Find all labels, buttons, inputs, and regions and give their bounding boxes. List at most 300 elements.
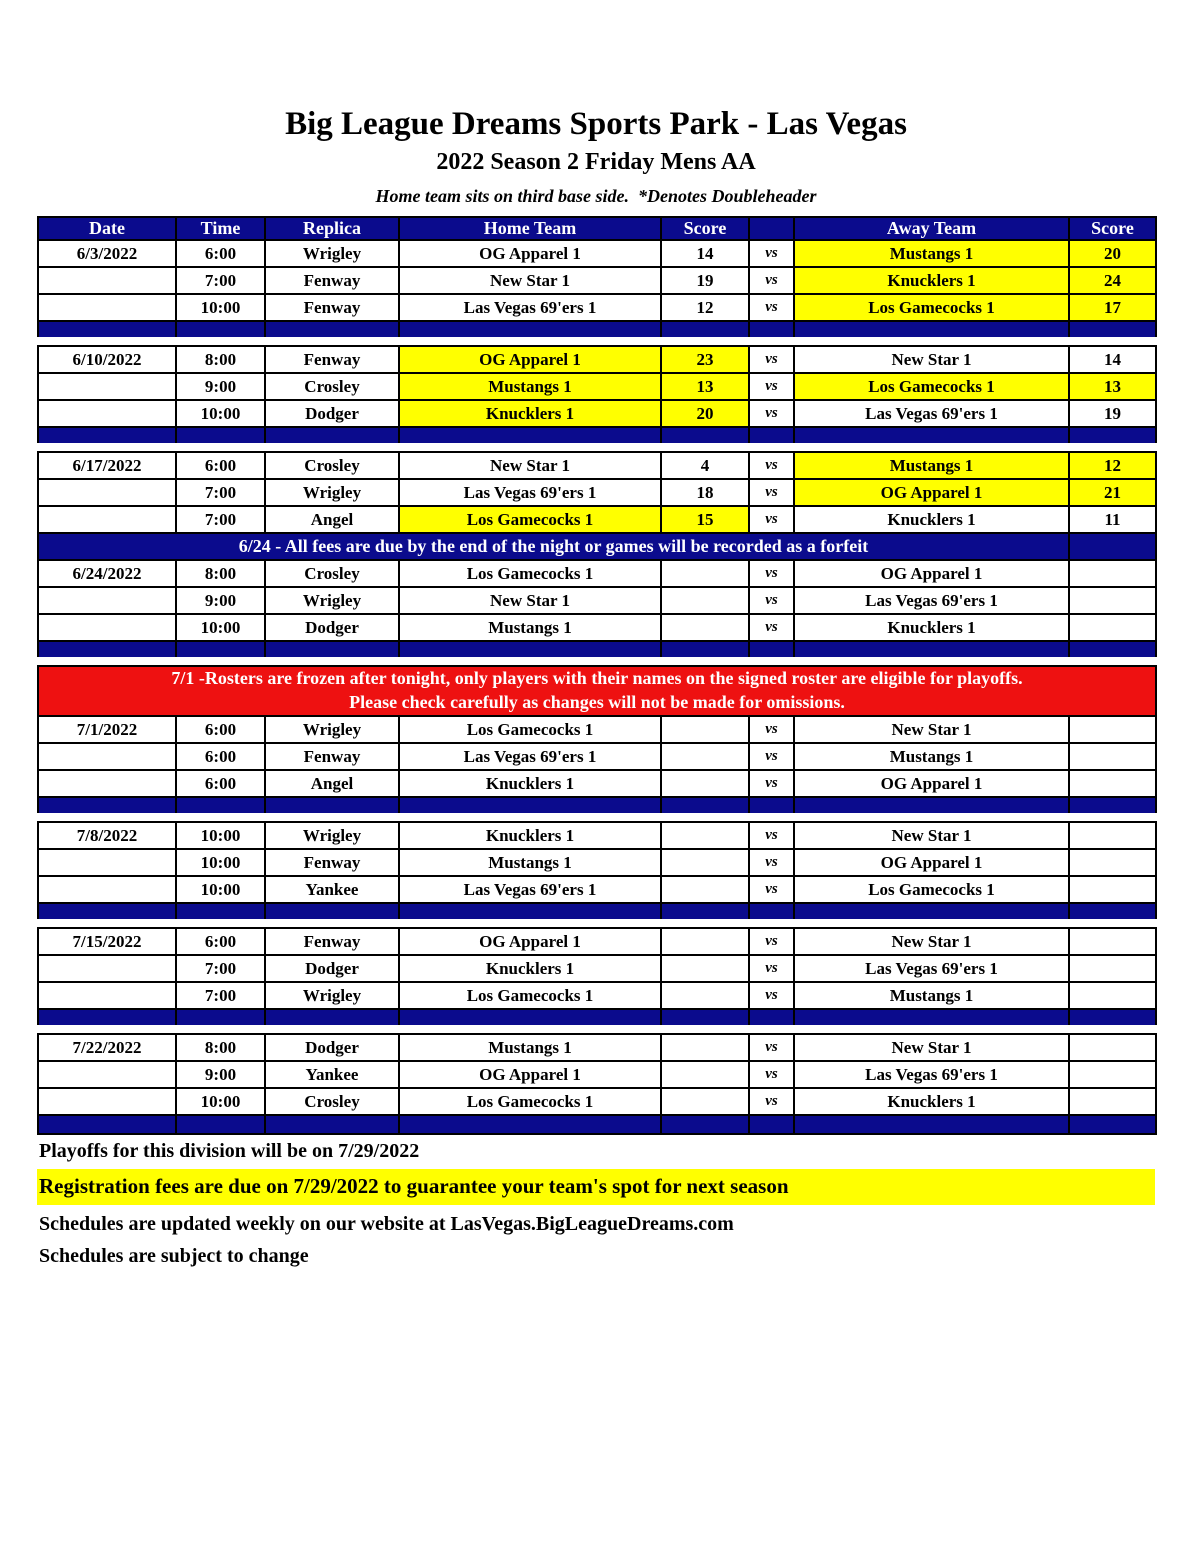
- home-score-cell: [661, 849, 749, 876]
- table-end-cell: [661, 1115, 749, 1134]
- time-cell: 10:00: [176, 876, 265, 903]
- time-cell: 7:00: [176, 982, 265, 1009]
- home-team-cell: Los Gamecocks 1: [399, 506, 661, 533]
- game-row: [38, 928, 1156, 955]
- replica-cell: Fenway: [265, 346, 399, 373]
- home-score-cell: 14: [661, 240, 749, 267]
- date-cell: [38, 373, 176, 400]
- separator-cell: [38, 321, 176, 337]
- away-score-cell: 19: [1069, 400, 1156, 427]
- home-score-cell: [661, 614, 749, 641]
- time-cell: 10:00: [176, 849, 265, 876]
- date-cell: 6/17/2022: [38, 452, 176, 479]
- vs-label: vs: [749, 1034, 794, 1061]
- separator-cell: [1069, 427, 1156, 443]
- vs-label: vs: [749, 560, 794, 587]
- home-team-cell: Knucklers 1: [399, 822, 661, 849]
- home-score-cell: [661, 1088, 749, 1115]
- game-row: [38, 240, 1156, 267]
- home-score-cell: [661, 770, 749, 797]
- schedule-table-head: [38, 217, 1156, 240]
- separator-cell: [794, 1009, 1069, 1025]
- separator-cell: [38, 903, 176, 919]
- game-row: [38, 982, 1156, 1009]
- date-cell: [38, 614, 176, 641]
- game-row: [38, 1061, 1156, 1088]
- time-cell: 6:00: [176, 452, 265, 479]
- separator-cell: [661, 797, 749, 813]
- away-score-cell: 14: [1069, 346, 1156, 373]
- separator-cell: [794, 641, 1069, 657]
- home-team-cell: Knucklers 1: [399, 770, 661, 797]
- away-score-cell: [1069, 560, 1156, 587]
- game-row: [38, 294, 1156, 321]
- game-row: [38, 1088, 1156, 1115]
- home-score-cell: 18: [661, 479, 749, 506]
- home-team-cell: New Star 1: [399, 587, 661, 614]
- home-score-cell: [661, 560, 749, 587]
- separator-cell: [749, 903, 794, 919]
- home-score-cell: [661, 1034, 749, 1061]
- away-team-cell: OG Apparel 1: [794, 849, 1069, 876]
- table-end-row: [38, 1115, 1156, 1134]
- date-cell: 7/8/2022: [38, 822, 176, 849]
- table-end-cell: [794, 1115, 1069, 1134]
- separator-cell: [265, 641, 399, 657]
- subject-to-change-note: Schedules are subject to change: [39, 1245, 309, 1268]
- separator-cell: [749, 797, 794, 813]
- away-team-cell: Knucklers 1: [794, 267, 1069, 294]
- spacer-cell: [38, 919, 1156, 928]
- spacer-row: [38, 813, 1156, 822]
- separator-cell: [265, 1009, 399, 1025]
- separator-cell: [1069, 321, 1156, 337]
- separator-cell: [38, 797, 176, 813]
- table-end-cell: [399, 1115, 661, 1134]
- separator-cell: [794, 797, 1069, 813]
- date-cell: [38, 876, 176, 903]
- page-subtitle: 2022 Season 2 Friday Mens AA: [436, 149, 756, 176]
- away-score-cell: [1069, 716, 1156, 743]
- away-score-cell: 21: [1069, 479, 1156, 506]
- home-team-cell: Mustangs 1: [399, 373, 661, 400]
- game-row: [38, 400, 1156, 427]
- separator-cell: [399, 797, 661, 813]
- roster-banner-row: [38, 666, 1156, 716]
- separator-cell: [661, 903, 749, 919]
- away-team-cell: Los Gamecocks 1: [794, 294, 1069, 321]
- away-score-cell: [1069, 955, 1156, 982]
- replica-cell: Fenway: [265, 743, 399, 770]
- away-score-cell: [1069, 1034, 1156, 1061]
- time-cell: 6:00: [176, 240, 265, 267]
- away-team-cell: New Star 1: [794, 928, 1069, 955]
- spacer-cell: [38, 813, 1156, 822]
- col-header-date: Date: [38, 217, 176, 240]
- replica-cell: Fenway: [265, 849, 399, 876]
- home-team-cell: Los Gamecocks 1: [399, 1088, 661, 1115]
- section-separator-row: [38, 427, 1156, 443]
- away-team-cell: Las Vegas 69'ers 1: [794, 955, 1069, 982]
- vs-label: vs: [749, 982, 794, 1009]
- time-cell: 8:00: [176, 560, 265, 587]
- time-cell: 10:00: [176, 614, 265, 641]
- game-row: [38, 452, 1156, 479]
- home-team-cell: OG Apparel 1: [399, 346, 661, 373]
- separator-cell: [399, 427, 661, 443]
- game-row: [38, 267, 1156, 294]
- date-cell: [38, 770, 176, 797]
- spacer-row: [38, 1025, 1156, 1034]
- section-separator-row: [38, 641, 1156, 657]
- home-team-cell: Las Vegas 69'ers 1: [399, 479, 661, 506]
- replica-cell: Yankee: [265, 876, 399, 903]
- replica-cell: Crosley: [265, 1088, 399, 1115]
- away-score-cell: 11: [1069, 506, 1156, 533]
- time-cell: 9:00: [176, 587, 265, 614]
- vs-label: vs: [749, 743, 794, 770]
- time-cell: 7:00: [176, 506, 265, 533]
- section-separator-row: [38, 321, 1156, 337]
- vs-label: vs: [749, 452, 794, 479]
- separator-cell: [265, 321, 399, 337]
- time-cell: 7:00: [176, 479, 265, 506]
- separator-cell: [749, 641, 794, 657]
- game-row: [38, 876, 1156, 903]
- separator-cell: [749, 427, 794, 443]
- home-score-cell: [661, 1061, 749, 1088]
- home-team-cell: Mustangs 1: [399, 849, 661, 876]
- home-score-cell: 19: [661, 267, 749, 294]
- replica-cell: Angel: [265, 506, 399, 533]
- date-cell: 7/15/2022: [38, 928, 176, 955]
- home-score-cell: [661, 982, 749, 1009]
- home-team-cell: New Star 1: [399, 452, 661, 479]
- col-header-replica: Replica: [265, 217, 399, 240]
- game-row: [38, 716, 1156, 743]
- game-row: [38, 560, 1156, 587]
- separator-cell: [749, 1009, 794, 1025]
- time-cell: 7:00: [176, 955, 265, 982]
- separator-cell: [1069, 641, 1156, 657]
- time-cell: 6:00: [176, 928, 265, 955]
- table-end-cell: [38, 1115, 176, 1134]
- away-team-cell: Las Vegas 69'ers 1: [794, 587, 1069, 614]
- home-score-cell: 15: [661, 506, 749, 533]
- time-cell: 6:00: [176, 716, 265, 743]
- away-score-cell: [1069, 928, 1156, 955]
- separator-cell: [399, 321, 661, 337]
- separator-cell: [1069, 903, 1156, 919]
- separator-cell: [661, 321, 749, 337]
- time-cell: 10:00: [176, 400, 265, 427]
- website-note: Schedules are updated weekly on our website at LasVegas.BigLeagueDreams.com: [39, 1213, 734, 1236]
- away-team-cell: New Star 1: [794, 716, 1069, 743]
- date-cell: 7/22/2022: [38, 1034, 176, 1061]
- replica-cell: Crosley: [265, 452, 399, 479]
- replica-cell: Fenway: [265, 928, 399, 955]
- game-row: [38, 587, 1156, 614]
- away-score-cell: [1069, 849, 1156, 876]
- game-row: [38, 346, 1156, 373]
- home-team-note: Home team sits on third base side. *Denotes Doubleheader: [375, 186, 817, 207]
- spacer-row: [38, 919, 1156, 928]
- spacer-row: [38, 337, 1156, 346]
- away-team-cell: Knucklers 1: [794, 506, 1069, 533]
- roster-banner-line: 7/1 -Rosters are frozen after tonight, only players with their names on the signed roster are eligible for playoffs.: [171, 668, 1023, 689]
- away-team-cell: Los Gamecocks 1: [794, 373, 1069, 400]
- separator-cell: [38, 1009, 176, 1025]
- date-cell: [38, 849, 176, 876]
- page-title: Big League Dreams Sports Park - Las Vegas: [285, 106, 907, 142]
- away-score-cell: [1069, 876, 1156, 903]
- separator-cell: [176, 797, 265, 813]
- game-row: [38, 373, 1156, 400]
- date-cell: [38, 743, 176, 770]
- away-score-cell: 12: [1069, 452, 1156, 479]
- home-score-cell: 12: [661, 294, 749, 321]
- game-row: [38, 822, 1156, 849]
- spacer-cell: [38, 337, 1156, 346]
- away-team-cell: New Star 1: [794, 1034, 1069, 1061]
- home-team-cell: Mustangs 1: [399, 614, 661, 641]
- page-content: [37, 0, 1155, 1268]
- replica-cell: Yankee: [265, 1061, 399, 1088]
- home-score-cell: 4: [661, 452, 749, 479]
- replica-cell: Angel: [265, 770, 399, 797]
- date-cell: [38, 1061, 176, 1088]
- separator-cell: [1069, 1009, 1156, 1025]
- time-cell: 9:00: [176, 1061, 265, 1088]
- replica-cell: Wrigley: [265, 982, 399, 1009]
- section-separator-row: [38, 797, 1156, 813]
- away-score-cell: [1069, 1088, 1156, 1115]
- vs-label: vs: [749, 1088, 794, 1115]
- vs-label: vs: [749, 716, 794, 743]
- game-row: [38, 955, 1156, 982]
- date-cell: 7/1/2022: [38, 716, 176, 743]
- separator-cell: [38, 427, 176, 443]
- game-row: [38, 743, 1156, 770]
- home-team-cell: Las Vegas 69'ers 1: [399, 876, 661, 903]
- away-team-cell: New Star 1: [794, 346, 1069, 373]
- game-row: [38, 479, 1156, 506]
- playoffs-note: Playoffs for this division will be on 7/29/2022: [39, 1140, 420, 1163]
- date-cell: [38, 955, 176, 982]
- home-score-cell: [661, 876, 749, 903]
- vs-label: vs: [749, 479, 794, 506]
- table-end-cell: [265, 1115, 399, 1134]
- section-separator-row: [38, 903, 1156, 919]
- home-score-cell: [661, 743, 749, 770]
- away-team-cell: OG Apparel 1: [794, 560, 1069, 587]
- vs-label: vs: [749, 1061, 794, 1088]
- away-team-cell: Knucklers 1: [794, 1088, 1069, 1115]
- date-cell: [38, 400, 176, 427]
- vs-label: vs: [749, 955, 794, 982]
- game-row: [38, 506, 1156, 533]
- time-cell: 10:00: [176, 822, 265, 849]
- away-score-cell: [1069, 1061, 1156, 1088]
- away-team-cell: New Star 1: [794, 822, 1069, 849]
- date-cell: [38, 267, 176, 294]
- separator-cell: [176, 641, 265, 657]
- fees-banner-text: 6/24 - All fees are due by the end of the night or games will be recorded as a forfeit: [38, 533, 1069, 560]
- footer: [37, 1140, 1155, 1268]
- home-team-cell: Mustangs 1: [399, 1034, 661, 1061]
- separator-cell: [749, 321, 794, 337]
- vs-label: vs: [749, 876, 794, 903]
- roster-banner-line: Please check carefully as changes will not be made for omissions.: [349, 692, 845, 713]
- away-score-cell: [1069, 982, 1156, 1009]
- fees-banner-row: [38, 533, 1156, 560]
- vs-label: vs: [749, 822, 794, 849]
- replica-cell: Fenway: [265, 267, 399, 294]
- home-team-cell: Las Vegas 69'ers 1: [399, 743, 661, 770]
- spacer-cell: [38, 443, 1156, 452]
- away-score-cell: [1069, 614, 1156, 641]
- away-score-cell: [1069, 743, 1156, 770]
- table-end-cell: [176, 1115, 265, 1134]
- vs-label: vs: [749, 849, 794, 876]
- spacer-cell: [38, 657, 1156, 666]
- replica-cell: Dodger: [265, 614, 399, 641]
- separator-cell: [265, 427, 399, 443]
- separator-cell: [265, 903, 399, 919]
- time-cell: 9:00: [176, 373, 265, 400]
- away-score-cell: [1069, 770, 1156, 797]
- away-team-cell: Mustangs 1: [794, 982, 1069, 1009]
- replica-cell: Dodger: [265, 400, 399, 427]
- home-score-cell: [661, 716, 749, 743]
- home-score-cell: [661, 928, 749, 955]
- away-score-cell: 24: [1069, 267, 1156, 294]
- away-score-cell: 17: [1069, 294, 1156, 321]
- game-row: [38, 770, 1156, 797]
- separator-cell: [794, 427, 1069, 443]
- vs-label: vs: [749, 614, 794, 641]
- home-team-cell: New Star 1: [399, 267, 661, 294]
- time-cell: 6:00: [176, 770, 265, 797]
- home-score-cell: [661, 822, 749, 849]
- away-team-cell: OG Apparel 1: [794, 770, 1069, 797]
- replica-cell: Wrigley: [265, 240, 399, 267]
- away-team-cell: Knucklers 1: [794, 614, 1069, 641]
- vs-label: vs: [749, 294, 794, 321]
- date-cell: [38, 587, 176, 614]
- col-header-vs: [749, 217, 794, 240]
- home-team-cell: Los Gamecocks 1: [399, 982, 661, 1009]
- separator-cell: [399, 1009, 661, 1025]
- col-header-home-score: Score: [661, 217, 749, 240]
- separator-cell: [661, 1009, 749, 1025]
- replica-cell: Crosley: [265, 373, 399, 400]
- home-score-cell: [661, 955, 749, 982]
- time-cell: 8:00: [176, 346, 265, 373]
- schedule-table-body: [38, 240, 1156, 1134]
- separator-cell: [794, 903, 1069, 919]
- col-header-home-team: Home Team: [399, 217, 661, 240]
- table-end-cell: [1069, 1115, 1156, 1134]
- away-team-cell: Las Vegas 69'ers 1: [794, 1061, 1069, 1088]
- vs-label: vs: [749, 587, 794, 614]
- separator-cell: [176, 427, 265, 443]
- separator-cell: [399, 641, 661, 657]
- game-row: [38, 1034, 1156, 1061]
- replica-cell: Wrigley: [265, 822, 399, 849]
- vs-label: vs: [749, 373, 794, 400]
- date-cell: [38, 1088, 176, 1115]
- replica-cell: Wrigley: [265, 587, 399, 614]
- away-team-cell: Mustangs 1: [794, 743, 1069, 770]
- date-cell: 6/3/2022: [38, 240, 176, 267]
- col-header-away-score: Score: [1069, 217, 1156, 240]
- home-team-cell: Los Gamecocks 1: [399, 560, 661, 587]
- home-team-cell: Los Gamecocks 1: [399, 716, 661, 743]
- away-team-cell: Mustangs 1: [794, 240, 1069, 267]
- time-cell: 10:00: [176, 294, 265, 321]
- separator-cell: [176, 903, 265, 919]
- header-row: [38, 217, 1156, 240]
- vs-label: vs: [749, 267, 794, 294]
- fees-banner-score-cell: [1069, 533, 1156, 560]
- away-score-cell: [1069, 587, 1156, 614]
- home-team-cell: Knucklers 1: [399, 400, 661, 427]
- away-team-cell: Mustangs 1: [794, 452, 1069, 479]
- section-separator-row: [38, 1009, 1156, 1025]
- replica-cell: Dodger: [265, 955, 399, 982]
- away-team-cell: Las Vegas 69'ers 1: [794, 400, 1069, 427]
- col-header-away-team: Away Team: [794, 217, 1069, 240]
- separator-cell: [399, 903, 661, 919]
- replica-cell: Crosley: [265, 560, 399, 587]
- date-cell: [38, 506, 176, 533]
- vs-label: vs: [749, 770, 794, 797]
- separator-cell: [265, 797, 399, 813]
- time-cell: 8:00: [176, 1034, 265, 1061]
- date-cell: [38, 294, 176, 321]
- separator-cell: [1069, 797, 1156, 813]
- separator-cell: [661, 641, 749, 657]
- roster-banner-text: [38, 666, 1156, 716]
- date-cell: 6/10/2022: [38, 346, 176, 373]
- separator-cell: [38, 641, 176, 657]
- separator-cell: [176, 1009, 265, 1025]
- separator-cell: [176, 321, 265, 337]
- game-row: [38, 614, 1156, 641]
- date-cell: 6/24/2022: [38, 560, 176, 587]
- home-team-cell: OG Apparel 1: [399, 1061, 661, 1088]
- home-team-cell: OG Apparel 1: [399, 240, 661, 267]
- away-team-cell: Los Gamecocks 1: [794, 876, 1069, 903]
- spacer-row: [38, 443, 1156, 452]
- date-cell: [38, 982, 176, 1009]
- home-score-cell: 23: [661, 346, 749, 373]
- registration-fees-note: Registration fees are due on 7/29/2022 to guarantee your team's spot for next season: [37, 1169, 1155, 1205]
- date-cell: [38, 479, 176, 506]
- home-team-cell: OG Apparel 1: [399, 928, 661, 955]
- vs-label: vs: [749, 400, 794, 427]
- replica-cell: Fenway: [265, 294, 399, 321]
- home-score-cell: 13: [661, 373, 749, 400]
- schedule-table: [37, 216, 1157, 1135]
- spacer-cell: [38, 1025, 1156, 1034]
- replica-cell: Wrigley: [265, 479, 399, 506]
- table-end-cell: [749, 1115, 794, 1134]
- col-header-time: Time: [176, 217, 265, 240]
- away-team-cell: OG Apparel 1: [794, 479, 1069, 506]
- away-score-cell: 13: [1069, 373, 1156, 400]
